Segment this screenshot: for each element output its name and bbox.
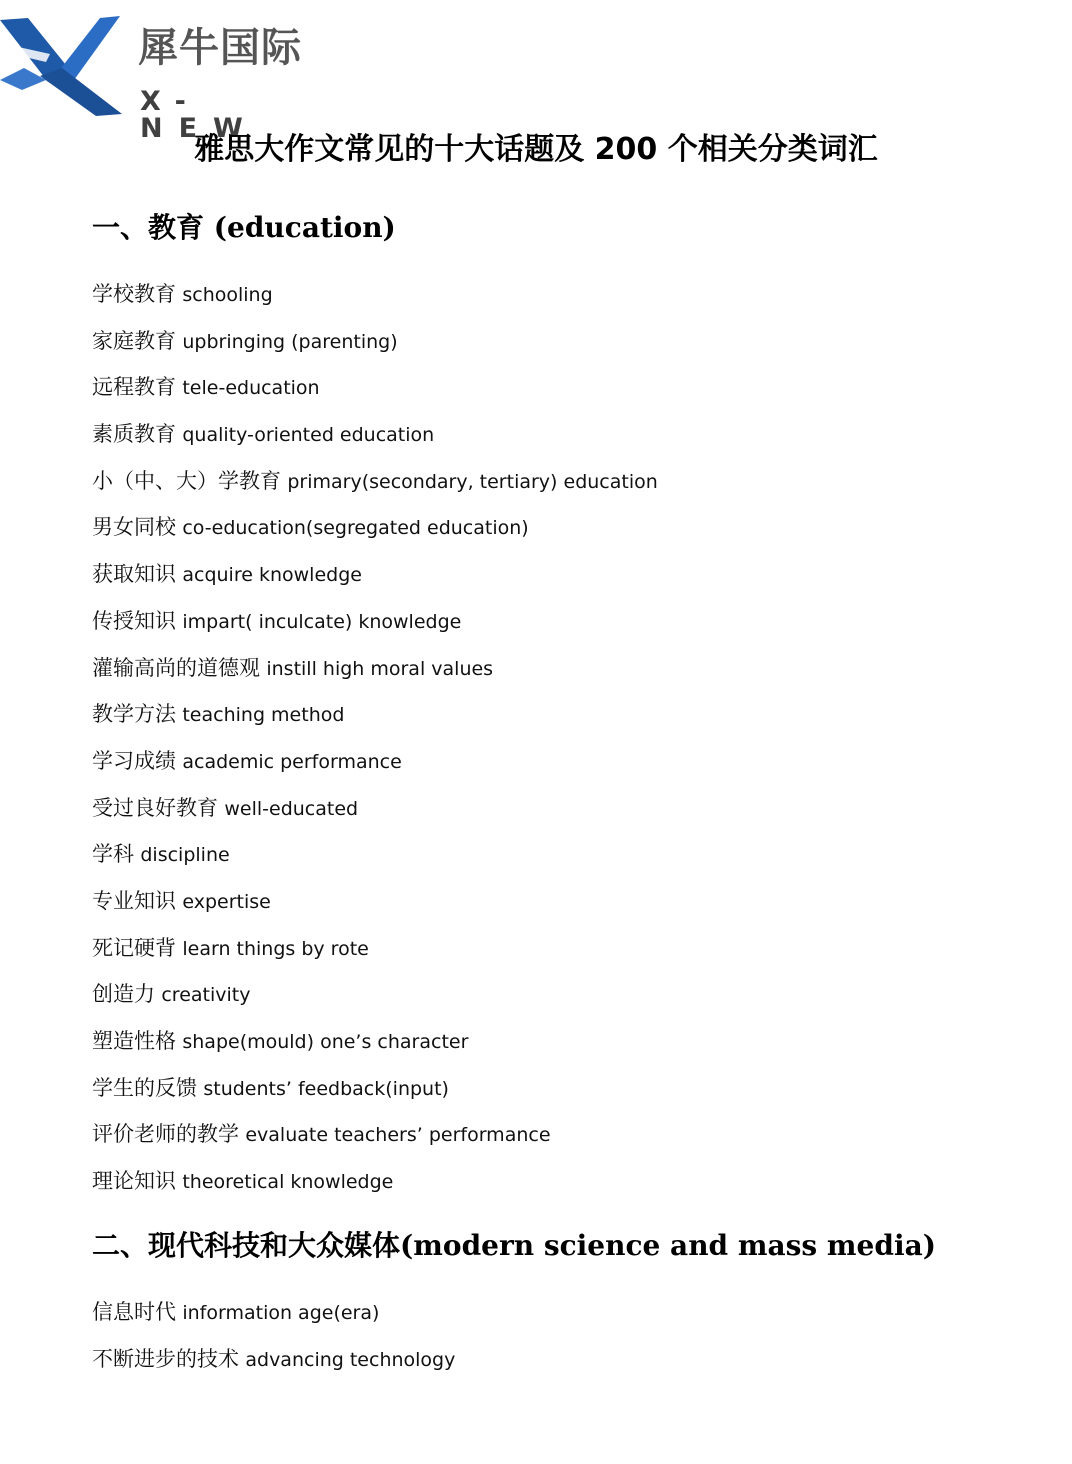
term-en: advancing technology [245,1348,456,1371]
term-cn: 男女同校 [92,515,176,540]
term-cn: 传授知识 [92,608,176,633]
term-cn: 灌输高尚的道德观 [92,655,260,680]
term-en: instill high moral values [266,657,494,680]
term-en: creativity [161,984,251,1007]
list-item [92,372,658,419]
term-cn: 专业知识 [92,888,176,913]
section-heading-cn: 二、现代科技和大众媒体 [92,1229,401,1262]
list-item [92,793,658,840]
list-item [92,466,658,513]
section-heading-cn: 一、教育 [92,211,205,244]
list-item [92,326,658,373]
term-cn: 理论知识 [92,1169,176,1194]
term-cn: 死记硬背 [92,935,176,960]
term-en: discipline [140,844,230,867]
term-en: quality-oriented education [182,424,435,447]
term-en: tele-education [182,377,320,400]
vocab-list-education [92,279,658,1213]
vocab-list-science-media [92,1297,455,1390]
term-en: students’ feedback(input) [203,1077,449,1100]
list-item [92,933,658,980]
list-item [92,1166,658,1213]
list-item [92,699,658,746]
logo-chinese-name: 犀牛国际 [138,25,302,71]
term-en: theoretical knowledge [182,1171,394,1194]
section-heading-en: (education) [213,211,396,244]
term-cn: 信息时代 [92,1300,176,1324]
term-en: primary(secondary, tertiary) education [287,470,658,493]
list-item [92,979,658,1026]
list-item [92,1119,658,1166]
x-new-logo-mark-icon [0,10,130,120]
term-cn: 家庭教育 [92,328,176,353]
term-cn: 塑造性格 [92,1029,176,1053]
term-cn: 获取知识 [92,562,176,587]
term-cn: 学习成绩 [92,748,176,773]
term-cn: 评价老师的教学 [92,1122,239,1147]
term-cn: 创造力 [92,982,155,1007]
term-en: schooling [182,284,273,306]
term-cn: 素质教育 [92,422,176,447]
term-en: shape(mould) one’s character [182,1031,469,1053]
list-item [92,419,658,466]
list-item [92,886,658,933]
term-en: learn things by rote [182,937,369,960]
list-item [92,606,658,653]
term-cn: 远程教育 [92,375,176,400]
list-item [92,279,658,326]
term-en: academic performance [182,750,402,773]
term-cn: 学科 [92,842,134,867]
term-en: impart( inculcate) knowledge [182,610,462,633]
term-cn: 受过良好教育 [92,795,218,820]
list-item [92,1344,455,1391]
section-heading-en: (modern science and mass media) [400,1229,936,1262]
list-item [92,1026,658,1073]
list-item [92,1297,455,1344]
term-en: upbringing (parenting) [182,330,398,353]
section-heading-education [92,210,396,246]
term-cn: 教学方法 [92,702,176,727]
logo-english-name: X-NEW [140,86,259,144]
list-item [92,839,658,886]
term-en: teaching method [182,704,345,727]
term-cn: 学校教育 [92,282,176,306]
term-cn: 不断进步的技术 [92,1346,239,1371]
list-item [92,1073,658,1120]
list-item [92,512,658,559]
page-title: 雅思大作文常见的十大话题及 200 个相关分类词汇 [194,132,878,167]
term-cn: 小（中、大）学教育 [92,468,281,493]
list-item [92,559,658,606]
term-en: information age(era) [182,1302,380,1324]
term-en: acquire knowledge [182,564,362,587]
section-heading-science-media [92,1228,936,1264]
list-item [92,653,658,700]
brand-logo [0,10,310,144]
term-en: co-education(segregated education) [182,517,529,540]
term-en: evaluate teachers’ performance [245,1124,551,1147]
list-item [92,746,658,793]
term-en: well-educated [224,797,359,820]
term-en: expertise [182,890,271,913]
term-cn: 学生的反馈 [92,1075,197,1100]
